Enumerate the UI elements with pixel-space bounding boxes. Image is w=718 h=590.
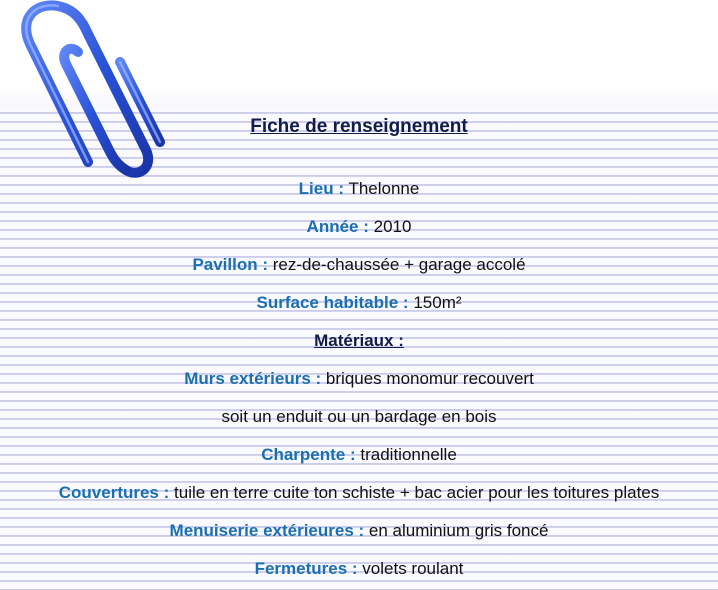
field-label: Fermetures : xyxy=(254,559,358,578)
field-label: Surface habitable : xyxy=(256,293,409,312)
field-murs xyxy=(0,369,718,389)
field-value: briques monomur recouvert xyxy=(325,369,534,388)
field-surface xyxy=(0,293,718,313)
field-label: Menuiserie extérieures : xyxy=(169,521,365,540)
field-couvertures xyxy=(0,483,718,503)
field-value: 150m² xyxy=(413,293,462,312)
sheet-title: Fiche de renseignement xyxy=(250,116,468,137)
field-pavillon xyxy=(0,255,718,275)
field-value: tuile en terre cuite ton schiste + bac acier pour les toitures plates xyxy=(174,483,660,502)
field-lieu xyxy=(0,179,718,199)
field-fermetures xyxy=(0,559,718,579)
field-value: rez-de-chaussée + garage accolé xyxy=(272,255,526,274)
materiaux-heading xyxy=(0,331,718,351)
field-value: en aluminium gris foncé xyxy=(368,521,549,540)
field-murs-suite xyxy=(0,407,718,427)
field-value: traditionnelle xyxy=(360,445,457,464)
field-label: Couvertures : xyxy=(58,483,170,502)
field-charpente xyxy=(0,445,718,465)
field-annee xyxy=(0,217,718,237)
field-label: Année : xyxy=(306,217,369,236)
section-heading: Matériaux : xyxy=(314,331,404,350)
field-menuiserie xyxy=(0,521,718,541)
field-value: volets roulant xyxy=(362,559,464,578)
field-label: Murs extérieurs : xyxy=(184,369,322,388)
field-value: soit un enduit ou un bardage en bois xyxy=(221,407,497,426)
field-label: Lieu : xyxy=(298,179,345,198)
field-value: Thelonne xyxy=(348,179,420,198)
field-label: Charpente : xyxy=(261,445,356,464)
field-label: Pavillon : xyxy=(192,255,269,274)
field-value: 2010 xyxy=(373,217,412,236)
